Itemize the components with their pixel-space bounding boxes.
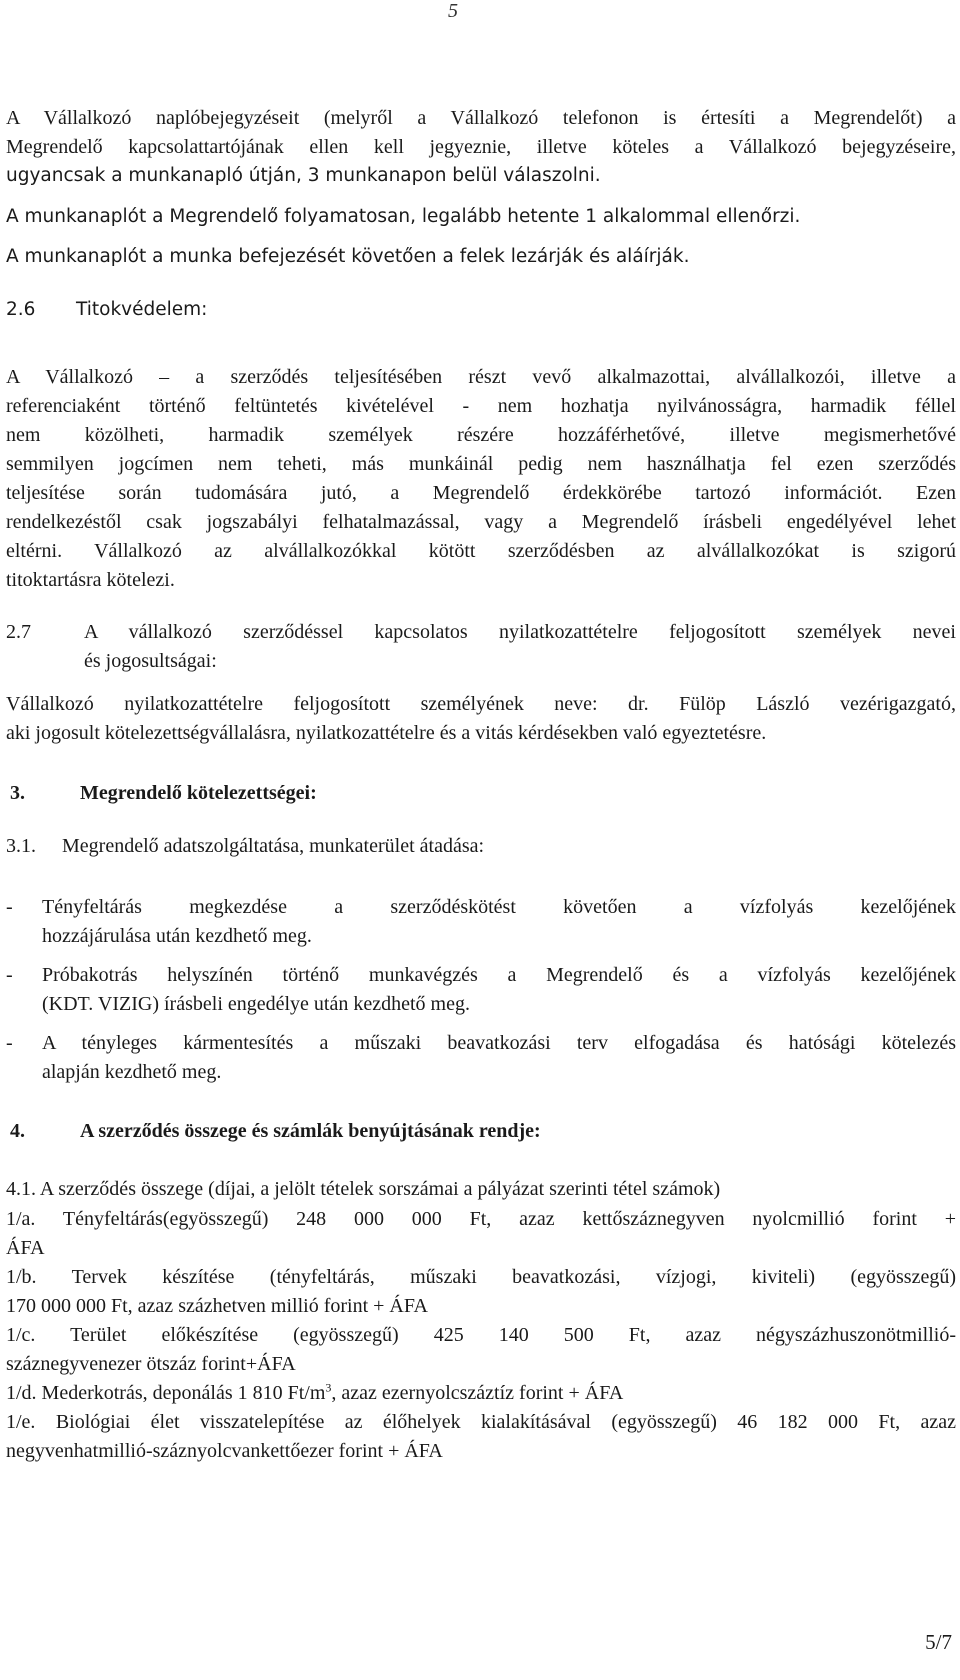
para-1-line-1: A Vállalkozó naplóbejegyzéseit (melyről a Vállalkozó telefonon is értesíti a Megrendelőt) a <box>6 107 956 129</box>
section-2-7-title-line-2: és jogosultságai: <box>84 650 217 672</box>
section-2-7-number: 2.7 <box>6 621 31 643</box>
item-1e-line-1: 1/e. Biológiai élet visszatelepítése az élőhelyek kialakításával (egyösszegű) 46 182 000 Ft, azaz <box>6 1411 956 1433</box>
para-3: A munkanaplót a munka befejezését követően a felek lezárják és aláírják. <box>6 246 690 267</box>
para-2-6-line-3: nem közölheti, harmadik személyek részére hozzáférhetővé, illetve megismerhetővé <box>6 424 956 446</box>
para-1-line-3: ugyancsak a munkanapló útján, 3 munkanapon belül válaszolni. <box>6 165 601 186</box>
section-4-title: A szerződés összege és számlák benyújtásának rendje: <box>80 1120 541 1142</box>
para-2-6-line-7: eltérni. Vállalkozó az alvállalkozókkal kötött szerződésben az alvállalkozókat is szigorú <box>6 540 956 562</box>
item-1a-line-1: 1/a. Tényfeltárás(egyösszegű) 248 000 000 Ft, azaz kettőszáznegyven nyolcmillió forint + <box>6 1208 956 1230</box>
item-1a-line-2: ÁFA <box>6 1237 45 1259</box>
bullet-2-dash: - <box>6 964 13 986</box>
para-2-6-line-2: referenciaként történő feltüntetés kivételével - nem hozhatja nyilvánosságra, harmadik féllel <box>6 395 956 417</box>
item-1b-line-1: 1/b. Tervek készítése (tényfeltárás, műszaki beavatkozási, vízjogi, kiviteli) (egyösszegű) <box>6 1266 956 1288</box>
item-1c-line-1: 1/c. Terület előkészítése (egyösszegű) 425 140 500 Ft, azaz négyszázhuszonötmillió- <box>6 1324 956 1346</box>
page-footer-number: 5/7 <box>925 1630 952 1654</box>
item-1d-superscript: 3 <box>325 1380 332 1395</box>
section-4-number: 4. <box>10 1120 25 1142</box>
section-3-1-number: 3.1. <box>6 835 36 857</box>
section-3-1-heading <box>6 832 484 860</box>
bullet-3-line-1: A tényleges kármentesítés a műszaki beavatkozási terv elfogadása és hatósági kötelezés <box>42 1032 956 1054</box>
para-1-line-2: Megrendelő kapcsolattartójának ellen kell jegyeznie, illetve köteles a Vállalkozó bejegyzéseire, <box>6 136 956 158</box>
item-1d <box>6 1379 623 1407</box>
section-2-6-number: 2.6 <box>6 299 36 320</box>
bullet-3-line-2: alapján kezdhető meg. <box>42 1061 222 1083</box>
bullet-1-dash: - <box>6 896 13 918</box>
para-2-6-line-5: teljesítése során tudomására jutó, a Megrendelő érdekkörébe tartozó információt. Ezen <box>6 482 956 504</box>
para-2-6-line-1: A Vállalkozó – a szerződés teljesítésében részt vevő alkalmazottai, alvállalkozói, illetve a <box>6 366 956 388</box>
section-4-1: 4.1. A szerződés összege (díjai, a jelölt tételek sorszámai a pályázat szerinti tétel számok) <box>6 1178 721 1200</box>
section-4-heading <box>10 1117 541 1145</box>
item-1d-text: 1/d. Mederkotrás, deponálás 1 810 Ft/m <box>6 1382 326 1404</box>
section-3-number: 3. <box>10 782 25 804</box>
item-1b-line-2: 170 000 000 Ft, azaz százhetven millió forint + ÁFA <box>6 1295 428 1317</box>
para-2-6-line-6: rendelkezéstől csak jogszabályi felhatalmazással, vagy a Megrendelő írásbeli engedélyével lehet <box>6 511 956 533</box>
section-2-6-title: Titokvédelem: <box>76 299 208 320</box>
item-1d-text-cont: , azaz ezernyolcszáztíz forint + ÁFA <box>331 1382 624 1404</box>
section-3-1-title: Megrendelő adatszolgáltatása, munkaterület átadása: <box>62 835 485 857</box>
section-2-6-heading <box>6 296 207 324</box>
para-2-7-line-2: aki jogosult kötelezettségvállalásra, nyilatkozattételre és a vitás kérdésekben való egyeztetésre. <box>6 722 767 744</box>
bullet-1-line-2: hozzájárulása után kezdhető meg. <box>42 925 312 947</box>
bullet-2-line-1: Próbakotrás helyszínén történő munkavégzés a Megrendelő és a vízfolyás kezelőjének <box>42 964 956 986</box>
para-2: A munkanaplót a Megrendelő folyamatosan, legalább hetente 1 alkalommal ellenőrzi. <box>6 206 801 227</box>
item-1e-line-2: negyvenhatmillió-száznyolcvankettőezer forint + ÁFA <box>6 1440 443 1462</box>
bullet-1-line-1: Tényfeltárás megkezdése a szerződéskötést követően a vízfolyás kezelőjének <box>42 896 956 918</box>
para-2-7-line-1: Vállalkozó nyilatkozattételre feljogosított személyének neve: dr. Fülöp László vezérigazgató, <box>6 693 956 715</box>
bullet-2-line-2: (KDT. VIZIG) írásbeli engedélye után kezdhető meg. <box>42 993 470 1015</box>
section-3-title: Megrendelő kötelezettségei: <box>80 782 317 804</box>
para-2-6-line-8: titoktartásra kötelezi. <box>6 569 175 591</box>
bullet-3-dash: - <box>6 1032 13 1054</box>
page-number-top: 5 <box>448 0 458 22</box>
item-1c-line-2: száznegyvenezer ötszáz forint+ÁFA <box>6 1353 296 1375</box>
para-2-6-line-4: semmilyen jogcímen nem teheti, más munkáinál pedig nem használhatja fel ezen szerződés <box>6 453 956 475</box>
section-2-7-title-line-1: A vállalkozó szerződéssel kapcsolatos nyilatkozattételre feljogosított személyek nevei <box>84 621 956 643</box>
section-3-heading <box>10 779 317 807</box>
